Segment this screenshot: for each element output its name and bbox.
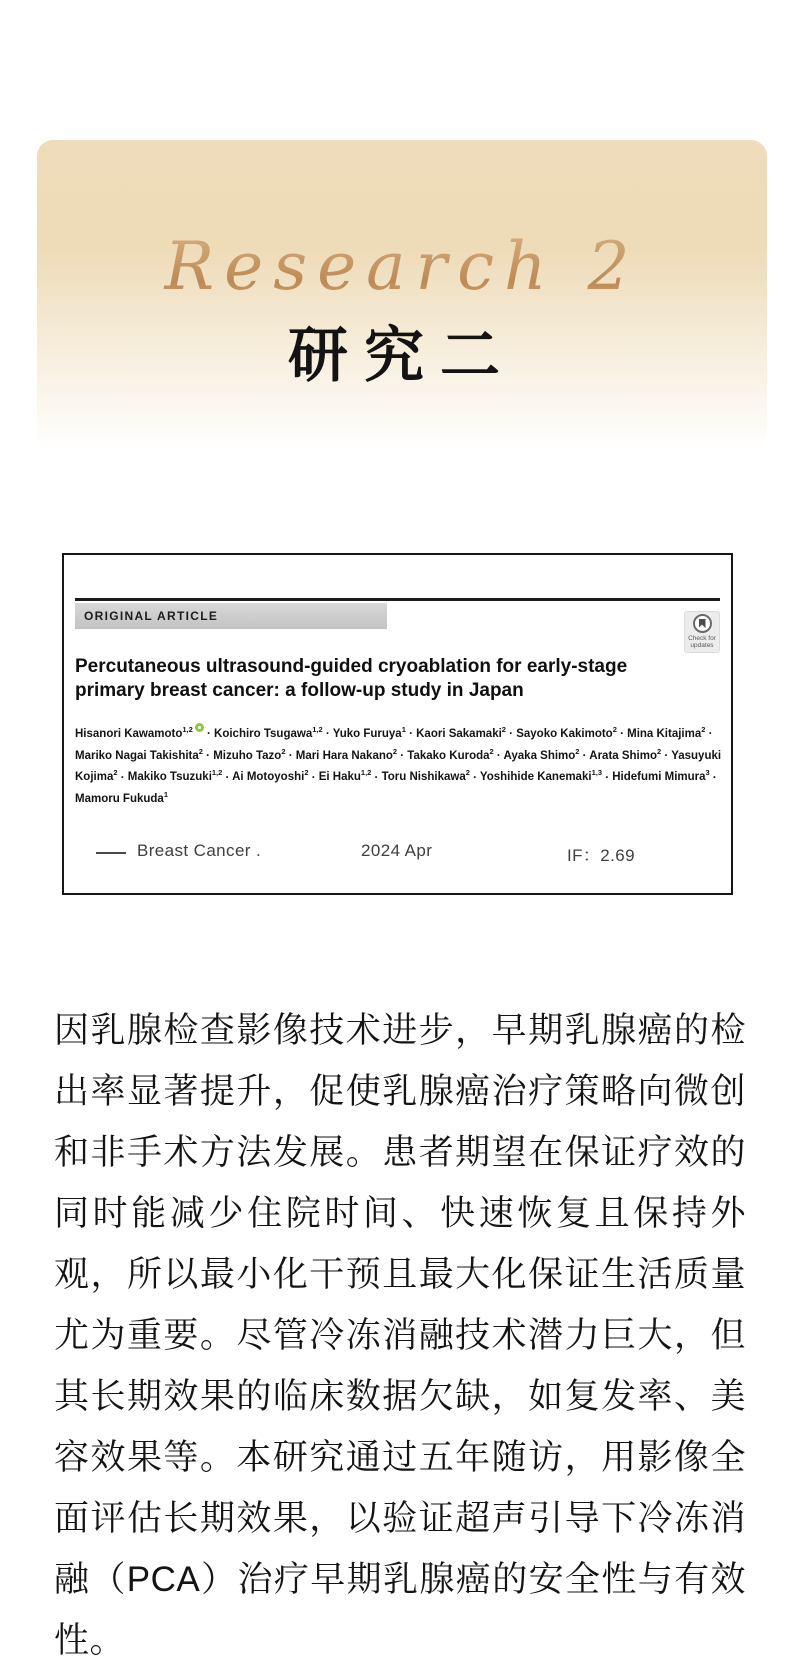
author: Toru Nishikawa$^2$: [381, 768, 470, 784]
author: Sayoko Kakimoto$^2$: [516, 725, 617, 740]
badge-text-line2: updates: [690, 642, 714, 649]
journal-name: Breast Cancer .: [137, 841, 262, 860]
author-separator: ·: [203, 727, 215, 740]
author: Ai Motoyoshi$^2$: [232, 768, 309, 784]
author: Ayaka Shimo$^2$: [503, 746, 580, 762]
author-separator: ·: [602, 771, 613, 784]
check-for-updates-badge[interactable]: [684, 611, 720, 653]
author: Hidefumi Mimura$^3$: [612, 768, 710, 784]
author-separator: ·: [405, 727, 417, 740]
author: Mamoru Fukuda$^1$: [75, 790, 168, 806]
author: Yuko Furuya$^1$: [332, 725, 406, 740]
journal-row: [75, 839, 720, 869]
author: Yoshihide Kanemaki$^{1,3}$: [479, 768, 602, 784]
author: Takako Kuroda$^2$: [407, 746, 494, 762]
dash-line: [96, 852, 126, 854]
section-label-bar: [75, 603, 387, 629]
author-separator: ·: [202, 749, 214, 762]
header-band: [37, 140, 767, 450]
author: Makiko Tsuzuki$^{1,2}$: [127, 768, 223, 784]
paper-title: Percutaneous ultrasound-guided cryoablation for early-stage primary breast cancer: a follow-up study in Japan: [75, 656, 628, 701]
research-cn-title: 研究二: [288, 321, 516, 391]
author: Mina Kitajima$^2$: [627, 725, 706, 740]
author-separator: ·: [705, 727, 713, 740]
author-separator: ·: [709, 771, 717, 784]
author: Hisanori Kawamoto$^{1,2}$: [75, 728, 204, 740]
author: Mizuho Tazo$^2$: [213, 746, 286, 762]
author-separator: ·: [616, 727, 628, 740]
author-separator: ·: [285, 749, 296, 762]
bookmark-circle-icon: [693, 614, 712, 633]
section-label: ORIGINAL ARTICLE: [84, 609, 219, 623]
journal-date: 2024 Apr: [361, 841, 433, 860]
author: Arata Shimo$^2$: [589, 746, 662, 762]
research-script-title: Research 2: [37, 228, 767, 305]
badge-text-line1: Check for: [688, 635, 716, 642]
author-separator: ·: [579, 749, 590, 762]
author: Koichiro Tsugawa$^{1,2}$: [214, 725, 323, 740]
top-rule: [75, 598, 720, 601]
author-separator: ·: [469, 771, 480, 784]
author: Ei Haku$^{1,2}$: [318, 768, 372, 784]
author: Kaori Sakamaki$^2$: [416, 725, 506, 740]
author-separator: ·: [493, 749, 504, 762]
author-separator: ·: [308, 771, 319, 784]
author-separator: ·: [222, 771, 233, 784]
author-separator: ·: [117, 771, 128, 784]
author-separator: ·: [371, 771, 382, 784]
impact-factor: IF：2.69: [567, 846, 635, 865]
author-separator: ·: [397, 749, 408, 762]
author-separator: ·: [322, 727, 333, 740]
author-separator: ·: [505, 727, 517, 740]
author-list: [75, 721, 727, 808]
author-separator: ·: [661, 749, 672, 762]
summary-paragraph: 因乳腺检查影像技术进步，早期乳腺癌的检出率显著提升，促使乳腺癌治疗策略向微创和非手术方法发展。患者期望在保证疗效的同时能减少住院时间、快速恢复且保持外观，所以最小化干预且最大化保证生活质量尤为重要。尽管冷冻消融技术潜力巨大，但其长期效果的临床数据欠缺，如复发率、美容效果等。本研究通过五年随访，用影像全面评估长期效果，以验证超声引导下冷冻消融（PCA）治疗早期乳腺癌的安全性与有效性。: [54, 1011, 746, 1660]
author: Mari Hara Nakano$^2$: [295, 746, 398, 762]
author: Mariko Nagai Takishita$^2$: [75, 746, 203, 762]
bookmark-glyph: [699, 619, 706, 628]
author: Yasuyuki Kojima$^2$: [75, 749, 722, 784]
orcid-icon: [195, 723, 204, 732]
paper-card: [62, 553, 733, 895]
